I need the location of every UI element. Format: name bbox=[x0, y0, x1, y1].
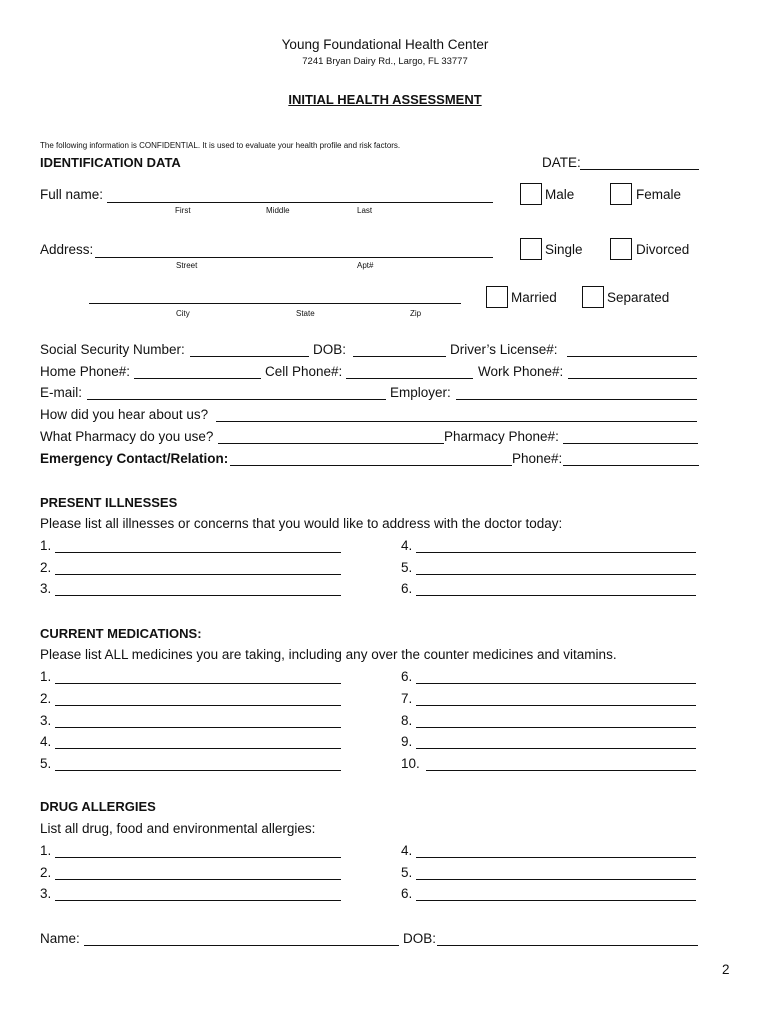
org-address: 7241 Bryan Dairy Rd., Largo, FL 33777 bbox=[302, 56, 468, 67]
allergy-field[interactable] bbox=[55, 900, 341, 901]
footer-dob-label: DOB: bbox=[403, 931, 437, 946]
pharmacy-field[interactable] bbox=[218, 443, 444, 444]
allergy-num: 6. bbox=[401, 886, 413, 901]
city-sub: City bbox=[176, 309, 190, 318]
allergy-num: 3. bbox=[40, 886, 52, 901]
medication-field[interactable] bbox=[416, 705, 696, 706]
separated-label: Separated bbox=[607, 290, 670, 305]
dob-field[interactable] bbox=[353, 356, 446, 357]
date-field[interactable] bbox=[580, 169, 699, 170]
page-number: 2 bbox=[722, 962, 730, 977]
medication-num: 10. bbox=[401, 756, 420, 771]
female-checkbox[interactable] bbox=[610, 183, 632, 205]
hear-field[interactable] bbox=[216, 421, 697, 422]
medication-num: 2. bbox=[40, 691, 52, 706]
medication-field[interactable] bbox=[416, 748, 696, 749]
illness-num: 2. bbox=[40, 560, 52, 575]
home-phone-label: Home Phone#: bbox=[40, 364, 131, 379]
dob-label: DOB: bbox=[313, 342, 347, 357]
illness-field[interactable] bbox=[416, 574, 696, 575]
allergy-field[interactable] bbox=[416, 857, 696, 858]
identification-heading: IDENTIFICATION DATA bbox=[40, 155, 181, 170]
work-phone-field[interactable] bbox=[568, 378, 697, 379]
license-label: Driver’s License#: bbox=[450, 342, 558, 357]
allergy-num: 1. bbox=[40, 843, 52, 858]
pharmacy-phone-label: Pharmacy Phone#: bbox=[444, 429, 559, 444]
illness-field[interactable] bbox=[55, 574, 341, 575]
address-label: Address: bbox=[40, 242, 94, 257]
married-checkbox[interactable] bbox=[486, 286, 508, 308]
medication-field[interactable] bbox=[55, 683, 341, 684]
allergies-heading: DRUG ALLERGIES bbox=[40, 799, 156, 814]
zip-sub: Zip bbox=[410, 309, 422, 318]
single-checkbox[interactable] bbox=[520, 238, 542, 260]
full-name-field[interactable] bbox=[107, 202, 493, 203]
illness-num: 4. bbox=[401, 538, 413, 553]
illnesses-instruction: Please list all illnesses or concerns that you would like to address with the doctor today: bbox=[40, 516, 563, 531]
allergy-num: 4. bbox=[401, 843, 413, 858]
male-label: Male bbox=[545, 187, 575, 202]
allergy-field[interactable] bbox=[55, 879, 341, 880]
emergency-label: Emergency Contact/Relation: bbox=[40, 451, 229, 466]
allergy-field[interactable] bbox=[416, 900, 696, 901]
ssn-label: Social Security Number: bbox=[40, 342, 185, 357]
emergency-phone-field[interactable] bbox=[563, 465, 699, 466]
single-label: Single bbox=[545, 242, 583, 257]
married-label: Married bbox=[511, 290, 557, 305]
male-checkbox[interactable] bbox=[520, 183, 542, 205]
address-sub-apt: Apt# bbox=[357, 261, 374, 270]
medication-num: 9. bbox=[401, 734, 413, 749]
cell-phone-label: Cell Phone#: bbox=[265, 364, 343, 379]
work-phone-label: Work Phone#: bbox=[478, 364, 564, 379]
home-phone-field[interactable] bbox=[134, 378, 261, 379]
separated-checkbox[interactable] bbox=[582, 286, 604, 308]
city-state-zip-field[interactable] bbox=[89, 303, 461, 304]
email-label: E-mail: bbox=[40, 385, 83, 400]
medication-num: 6. bbox=[401, 669, 413, 684]
medication-field[interactable] bbox=[416, 683, 696, 684]
medication-num: 8. bbox=[401, 713, 413, 728]
hear-label: How did you hear about us? bbox=[40, 407, 209, 422]
employer-label: Employer: bbox=[390, 385, 451, 400]
medication-num: 1. bbox=[40, 669, 52, 684]
footer-name-field[interactable] bbox=[84, 945, 399, 946]
medication-num: 5. bbox=[40, 756, 52, 771]
date-label: DATE: bbox=[542, 155, 581, 170]
emergency-phone-label: Phone#: bbox=[512, 451, 563, 466]
medication-num: 4. bbox=[40, 734, 52, 749]
state-sub: State bbox=[296, 309, 315, 318]
divorced-label: Divorced bbox=[636, 242, 690, 257]
medications-instruction: Please list ALL medicines you are taking, including any over the counter medicines and vitamins. bbox=[40, 647, 617, 662]
illnesses-heading: PRESENT ILLNESSES bbox=[40, 495, 178, 510]
allergy-field[interactable] bbox=[416, 879, 696, 880]
address-sub-street: Street bbox=[176, 261, 198, 270]
name-sub-last: Last bbox=[357, 206, 373, 215]
illness-num: 3. bbox=[40, 581, 52, 596]
footer-name-label: Name: bbox=[40, 931, 80, 946]
emergency-field[interactable] bbox=[230, 465, 512, 466]
illness-field[interactable] bbox=[55, 595, 341, 596]
female-label: Female bbox=[636, 187, 682, 202]
medication-field[interactable] bbox=[55, 748, 341, 749]
medication-field[interactable] bbox=[426, 770, 696, 771]
confidential-note: The following information is CONFIDENTIAL. It is used to evaluate your health profile and risk factors. bbox=[40, 141, 401, 150]
address-field[interactable] bbox=[95, 257, 493, 258]
medication-num: 7. bbox=[401, 691, 413, 706]
illness-field[interactable] bbox=[416, 552, 696, 553]
name-sub-first: First bbox=[175, 206, 191, 215]
employer-field[interactable] bbox=[456, 399, 697, 400]
divorced-checkbox[interactable] bbox=[610, 238, 632, 260]
pharmacy-phone-field[interactable] bbox=[563, 443, 698, 444]
form-title: INITIAL HEALTH ASSESSMENT bbox=[288, 92, 482, 107]
medication-field[interactable] bbox=[55, 705, 341, 706]
full-name-label: Full name: bbox=[40, 187, 104, 202]
allergies-instruction: List all drug, food and environmental allergies: bbox=[40, 821, 316, 836]
illness-field[interactable] bbox=[416, 595, 696, 596]
illness-num: 5. bbox=[401, 560, 413, 575]
medication-field[interactable] bbox=[55, 770, 341, 771]
name-sub-middle: Middle bbox=[266, 206, 290, 215]
illness-field[interactable] bbox=[55, 552, 341, 553]
medications-heading: CURRENT MEDICATIONS: bbox=[40, 626, 202, 641]
medication-field[interactable] bbox=[55, 727, 341, 728]
allergy-num: 2. bbox=[40, 865, 52, 880]
allergy-num: 5. bbox=[401, 865, 413, 880]
medication-field[interactable] bbox=[416, 727, 696, 728]
illness-num: 6. bbox=[401, 581, 413, 596]
cell-phone-field[interactable] bbox=[346, 378, 473, 379]
medication-num: 3. bbox=[40, 713, 52, 728]
illness-num: 1. bbox=[40, 538, 52, 553]
ssn-field[interactable] bbox=[190, 356, 309, 357]
footer-dob-field[interactable] bbox=[437, 945, 698, 946]
allergy-field[interactable] bbox=[55, 857, 341, 858]
pharmacy-label: What Pharmacy do you use? bbox=[40, 429, 214, 444]
license-field[interactable] bbox=[567, 356, 697, 357]
email-field[interactable] bbox=[87, 399, 386, 400]
org-name: Young Foundational Health Center bbox=[281, 37, 489, 52]
